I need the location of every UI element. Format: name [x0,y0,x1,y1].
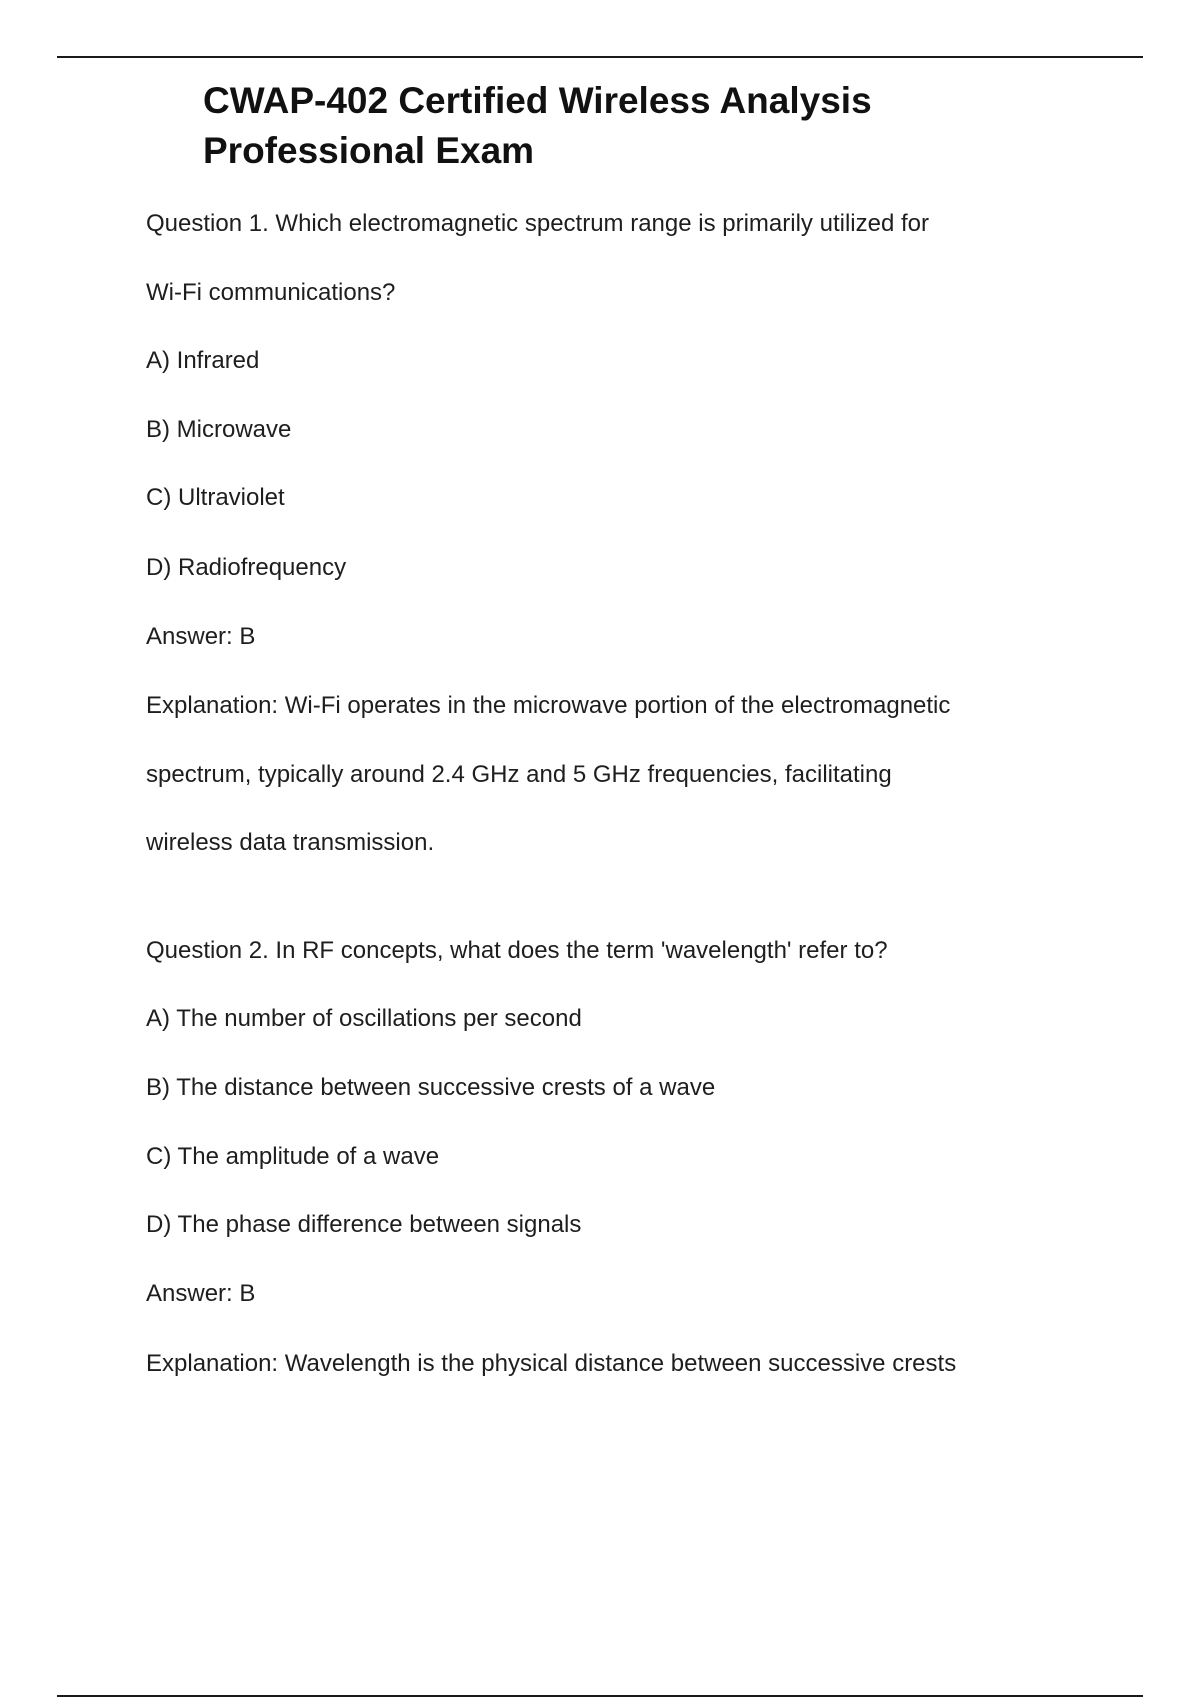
question-2-explanation-line-1: Explanation: Wavelength is the physical distance between successive crests [146,1350,957,1377]
question-2-option-c: C) The amplitude of a wave [146,1143,440,1170]
question-2-text-line-1: Question 2. In RF concepts, what does the term 'wavelength' refer to? [146,937,888,964]
question-1-explanation-line-1: Explanation: Wi-Fi operates in the microwave portion of the electromagnetic [146,692,951,719]
footer-rule [57,1695,1143,1697]
question-1-answer: Answer: B [146,623,256,650]
question-2-option-a: A) The number of oscillations per second [146,1005,582,1032]
question-1-text-line-1: Question 1. Which electromagnetic spectrum range is primarily utilized for [146,210,929,237]
title-line-1: CWAP-402 Certified Wireless Analysis [203,80,872,121]
question-2-option-b: B) The distance between successive crests of a wave [146,1074,716,1101]
question-1-option-b: B) Microwave [146,416,292,443]
question-1-option-a: A) Infrared [146,347,260,374]
question-1-option-c: C) Ultraviolet [146,484,285,511]
document-title [203,76,1003,176]
question-2-option-d: D) The phase difference between signals [146,1211,582,1238]
title-line-2: Professional Exam [203,130,535,171]
header-rule [57,56,1143,58]
question-1-text-line-2: Wi-Fi communications? [146,279,396,306]
question-2-answer: Answer: B [146,1280,256,1307]
question-1-option-d: D) Radiofrequency [146,554,347,581]
question-1-explanation-line-3: wireless data transmission. [146,829,435,856]
question-1-explanation-line-2: spectrum, typically around 2.4 GHz and 5 GHz frequencies, facilitating [146,761,892,788]
